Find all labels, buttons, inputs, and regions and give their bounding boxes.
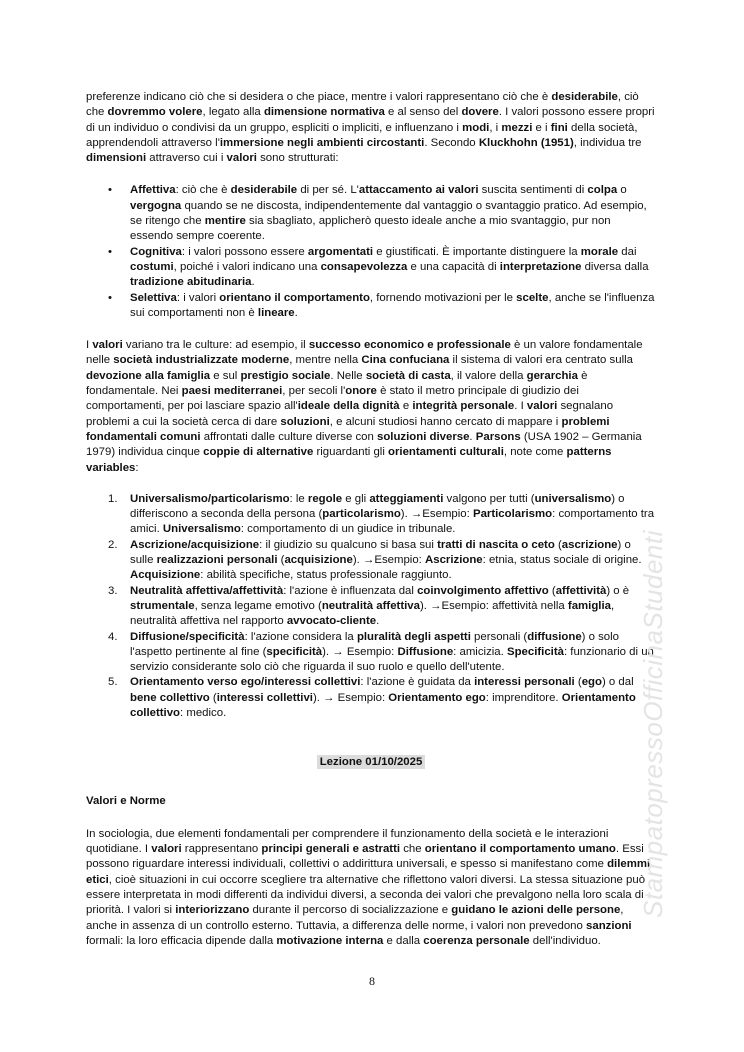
bold-term: Cognitiva — [130, 245, 182, 258]
bold-term: atteggiamenti — [369, 492, 444, 505]
paragraph-cultures: I valori variano tra le culture: ad esempio, il successo economico e professionale è un valore fondamentale nelle società industrializzate moderne, mentre nella Cina confuciana il sistema di valori era centrato sulla devozione alla famiglia e sul prestigio sociale. Nelle società di casta, il valore della gerarchia è fondamentale. Nei paesi mediterranei, per secoli l'onore è stato il metro principale di giudizio dei comportamenti, per poi lasciare spazio all'ideale della dignità e integrità personale. I valori segnalano problemi a cui la società cerca di dare soluzioni, e alcuni studiosi hanno cercato di mappare i problemi fondamentali comuni affrontati dalle culture diverse con soluzioni diverse. Parsons (USA 1902 – Germania 1979) individua cinque coppie di alternative riguardanti gli orientamenti culturali, note come patterns variables: — [86, 339, 643, 474]
bold-term: Affettiva — [130, 184, 176, 197]
bold-term: specificità — [266, 645, 323, 658]
list-item: • Affettiva: ciò che è desiderabile di per sé. L'attaccamento ai valori suscita sentimenti di colpa o vergogna quando se ne discosta, indipendentemente dal vantaggio o svantaggio pratico. Ad esempio, se ritengo che mentire sia sbagliato, applicherò questo ideale anche a mio svantaggio, pur non essendo sempre coerente. — [130, 183, 656, 244]
item-text: Orientamento verso ego/interessi collettivi: l'azione è guidata da interessi personali (ego) o dal bene collettivo (interessi collettivi). → Esempio: Orientamento ego: imprenditore. Orientamento collettivo: medico. — [130, 676, 636, 719]
bold-term: particolarismo — [322, 508, 401, 521]
bold-term: tradizione abitudinaria — [130, 276, 252, 289]
bold-term: Orientamento ego — [388, 691, 486, 704]
bold-term: strumentale — [130, 599, 195, 612]
bold-term: universalismo — [534, 492, 612, 505]
bold-term: dimensione normativa — [263, 106, 385, 119]
bold-term: desiderabile — [551, 91, 618, 103]
bold-term: Parsons — [475, 430, 521, 443]
bold-term: regole — [307, 492, 343, 505]
bold-term: Diffusione/specificità — [130, 630, 245, 643]
bold-term: bene collettivo — [130, 691, 210, 704]
bold-term: Particolarismo — [472, 508, 553, 521]
lesson-heading — [86, 755, 656, 770]
bold-term: Specificità — [506, 645, 564, 658]
list-item — [108, 538, 656, 584]
list-item: • Cognitiva: i valori possono essere argomentati e giustificati. È importante distinguere la morale dai costumi, poiché i valori indicano una consapevolezza e una capacità di interpretazione diversa dalla tradizione abitudinaria. — [130, 245, 656, 291]
bold-term: devozione alla famiglia — [86, 369, 211, 382]
bold-term: paesi mediterranei — [181, 385, 283, 398]
list-item — [108, 492, 656, 538]
bold-term: Acquisizione — [130, 569, 201, 582]
bold-term: avvocato-cliente — [286, 615, 377, 628]
bold-term: integrità personale — [412, 400, 515, 413]
bold-term: interessi personali — [474, 676, 575, 689]
bold-term: onore — [345, 385, 377, 398]
bold-term: pluralità degli aspetti — [356, 630, 471, 643]
bold-term: coppie di alternative — [203, 446, 314, 459]
bold-term: dilemmi etici — [86, 858, 651, 886]
bold-term: fini — [550, 121, 568, 134]
item-text: Universalismo/particolarismo: le regole e gli atteggiamenti valgono per tutti (universalismo) o differiscono a seconda della persona (particolarismo). →Esempio: Particolarismo: comportamento tra amici. Universalismo: comportamento di un giudice in tribunale. — [130, 492, 655, 536]
patterns-list — [86, 492, 656, 721]
bold-term: Diffusione — [397, 645, 454, 658]
bold-term: argomentati — [307, 245, 374, 258]
page-number: 8 — [369, 974, 375, 988]
bold-term: neutralità affettiva — [321, 599, 420, 612]
bold-term: società industrializzate moderne — [113, 354, 290, 367]
bold-term: società di casta — [365, 369, 451, 382]
bold-term: lineare — [257, 306, 295, 319]
bold-term: valori — [226, 152, 257, 165]
bold-term: vergogna — [130, 199, 182, 212]
item-text: Ascrizione/acquisizione: il giudizio su qualcuno si basa sui tratti di nascita o ceto (ascrizione) o sulle realizzazioni personali (acquisizione). →Esempio: Ascrizione: etnia, status sociale di origine. Acquisizione: abilità specifiche, status professionale raggiunto. — [130, 538, 642, 582]
bold-term: Kluckhohn (1951) — [478, 136, 574, 149]
item-number: 2. — [108, 538, 118, 551]
item-number: 4. — [108, 630, 118, 643]
bold-term: soluzioni — [280, 415, 330, 428]
bold-term: Selettiva — [130, 291, 177, 304]
bold-term: interiorizzano — [175, 904, 250, 917]
bold-term: diffusione — [527, 630, 582, 643]
dimensions-list — [86, 183, 656, 321]
watermark: StampatopressoOfficinaStudenti — [638, 530, 668, 918]
bold-term: gerarchia — [526, 369, 578, 382]
bold-term: acquisizione — [284, 554, 353, 567]
bold-term: mezzi — [501, 121, 533, 134]
bold-term: orientano il comportamento — [219, 291, 370, 304]
bold-term: interessi collettivi — [216, 691, 313, 704]
bold-term: Orientamento collettivo — [130, 691, 636, 719]
bold-term: prestigio sociale — [240, 369, 331, 382]
item-text: Neutralità affettiva/affettività: l'azione è influenzata dal coinvolgimento affettivo (affettività) o è strumentale, senza legame emotivo (neutralità affettiva). →Esempio: affettività nella famiglia, neutralità affettiva nel rapporto avvocato-cliente. — [130, 584, 630, 628]
item-number: 3. — [108, 584, 118, 597]
bold-term: colpa — [587, 184, 618, 197]
bold-term: Cina confuciana — [361, 354, 450, 367]
bold-term: consapevolezza — [320, 260, 408, 273]
paragraph-values-norms: In sociologia, due elementi fondamentali per comprendere il funzionamento della società e le interazioni quotidiane. I valori rappresentano principi generali e astratti che orientano il comportamento umano. Essi possono riguardare interessi individuali, collettivi o addirittura universali, e spesso si manifestano come dilemmi etici, cioè situazioni in cui occorre scegliere tra alternative che riflettono valori diversi. La stessa situazione può essere interpretata in modi differenti da individui diversi, a seconda dei valori che prevalgono nella loro scala di priorità. I valori si interiorizzano durante il percorso di socializzazione e guidano le azioni delle persone, anche in assenza di un controllo esterno. Tuttavia, a differenza delle norme, i valori non prevedono sanzioni formali: la loro efficacia dipende dalla motivazione interna e dalla coerenza personale dell'individuo. — [86, 827, 651, 947]
bold-term: famiglia — [567, 599, 611, 612]
bold-term: coinvolgimento affettivo — [417, 584, 549, 597]
bold-term: dimensioni — [86, 152, 147, 165]
bold-term: ego — [581, 676, 602, 689]
bold-term: Orientamento verso ego/interessi collettivi — [130, 676, 361, 689]
bold-term: dovere — [461, 106, 499, 119]
bold-term: interpretazione — [499, 260, 582, 273]
item-number: 5. — [108, 676, 118, 689]
bold-term: dovremmo volere — [107, 106, 203, 119]
item-number: 1. — [108, 492, 118, 505]
bold-term: Ascrizione — [425, 554, 483, 567]
bold-term: patterns variables — [86, 446, 612, 474]
bold-term: Universalismo — [162, 523, 241, 536]
item-text: Diffusione/specificità: l'azione considera la pluralità degli aspetti personali (diffusione) o solo l'aspetto pertinente al fine (specificità). → Esempio: Diffusione: amicizia. Specificità: funzionario di un servizio considerante solo ciò che riguarda il suo ruolo e quello dell'utente. — [130, 630, 654, 674]
bold-term: ascrizione — [561, 538, 618, 551]
list-item: • Selettiva: i valori orientano il comportamento, fornendo motivazioni per le scelte, anche se l'influenza sui comportamenti non è lineare. — [130, 291, 656, 322]
bold-term: coerenza personale — [423, 934, 530, 947]
list-item — [108, 584, 656, 630]
lesson-heading-text: Lezione 01/10/2025 — [317, 755, 426, 769]
bold-term: modi — [462, 121, 490, 134]
bold-term: guidano le azioni delle persone — [451, 904, 621, 917]
bold-term: realizzazioni personali — [156, 554, 278, 567]
bold-term: valori — [151, 843, 182, 856]
bold-term: Ascrizione/acquisizione — [130, 538, 260, 551]
bold-term: immersione negli ambienti circostanti — [219, 136, 425, 149]
bold-term: sanzioni — [586, 919, 632, 932]
bold-term: valori — [92, 339, 123, 352]
bold-term: orientamenti culturali — [388, 446, 504, 459]
bold-term: Universalismo/particolarismo — [130, 492, 290, 505]
bold-term: problemi fondamentali comuni — [86, 415, 610, 443]
bold-term: attaccamento ai valori — [358, 184, 479, 197]
list-item — [108, 630, 656, 676]
bold-term: mentire — [204, 215, 246, 228]
paragraph-intro: preferenze indicano ciò che si desidera o che piace, mentre i valori rappresentano ciò che è desiderabile, ciò che dovremmo volere, legato alla dimensione normativa e al senso del dovere. I valori possono essere propri di un individuo o condivisi da un gruppo, espliciti o impliciti, e influenzano i modi, i mezzi e i fini della società, apprendendoli attraverso l'immersione negli ambienti circostanti. Secondo Kluckhohn (1951), individua tre dimensioni attraverso cui i valori sono strutturati: — [86, 91, 655, 165]
bold-term: desiderabile — [230, 184, 298, 197]
bold-term: orientano il comportamento umano — [424, 843, 616, 856]
section-title: Valori e Norme — [86, 794, 166, 807]
bold-term: scelte — [516, 291, 549, 304]
page-content — [86, 90, 656, 949]
bold-term: valori — [526, 400, 558, 413]
bold-term: tratti di nascita o ceto — [437, 538, 555, 551]
bold-term: soluzioni diverse — [377, 430, 470, 443]
bold-term: Neutralità affettiva/affettività — [130, 584, 284, 597]
bold-term: principi generali e astratti — [261, 843, 401, 856]
list-item — [108, 675, 656, 721]
bold-term: morale — [580, 245, 619, 258]
bold-term: motivazione interna — [276, 934, 384, 947]
bold-term: ideale della dignità — [297, 400, 400, 413]
bold-term: costumi — [130, 260, 174, 273]
bold-term: successo economico e professionale — [308, 339, 511, 352]
bold-term: affettività — [555, 584, 607, 597]
